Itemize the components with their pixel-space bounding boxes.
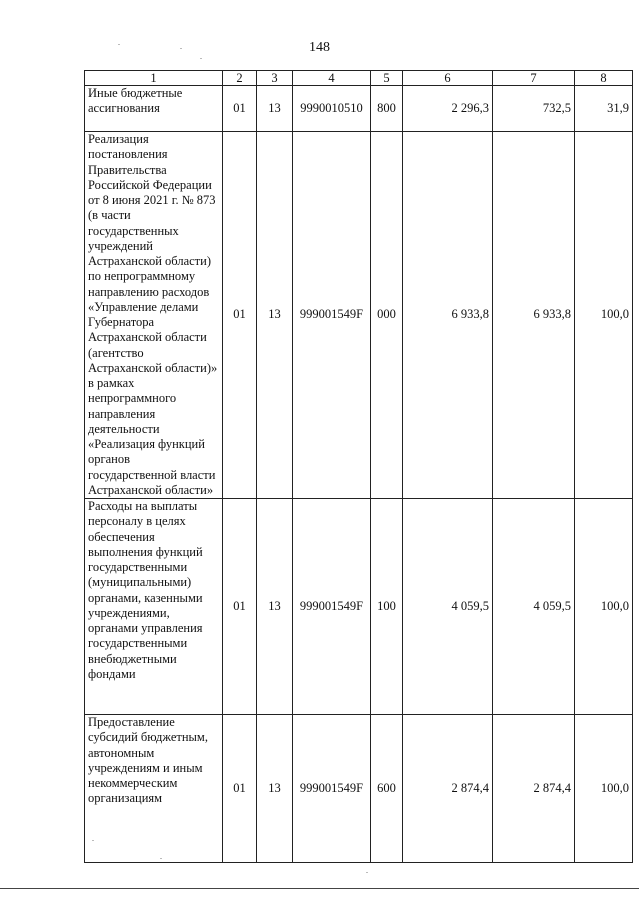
subsection-code: 13 [257,86,293,132]
scan-speck [160,858,162,859]
header-cell: 4 [293,71,371,86]
section-code: 01 [223,132,257,499]
expense-type-code: 000 [371,132,403,499]
section-code: 01 [223,715,257,863]
subsection-code: 13 [257,715,293,863]
header-cell: 1 [85,71,223,86]
header-cell: 6 [403,71,493,86]
executed-amount: 732,5 [493,86,575,132]
row-description: Иные бюджетные ассигнования [85,86,223,132]
table-row [85,499,633,715]
header-cell: 3 [257,71,293,86]
scan-speck [366,872,368,873]
executed-amount: 4 059,5 [493,499,575,715]
section-code: 01 [223,86,257,132]
target-article-code: 9990010510 [293,86,371,132]
scan-speck [200,58,202,59]
target-article-code: 999001549F [293,132,371,499]
page-bottom-divider [0,888,639,889]
scan-speck [118,44,120,45]
row-description: Предоставление субсидий бюджетным, автономным учреждениям и иным некоммерческим организациям [85,715,223,863]
header-cell: 7 [493,71,575,86]
table-header-row [85,71,633,86]
planned-amount: 2 874,4 [403,715,493,863]
planned-amount: 4 059,5 [403,499,493,715]
row-description: Реализация постановления Правительства Российской Федерации от 8 июня 2021 г. № 873 (в части государственных учреждений Астраханской области) по непрограммному направлению расходов «Управление делами Губернатора Астраханской области (агентство Астраханской области)» в рамках непрограммного направления деятельности «Реализация функций органов государственной власти Астраханской области» [85,132,223,499]
target-article-code: 999001549F [293,715,371,863]
table-row [85,715,633,863]
table-row [85,86,633,132]
scan-speck [180,48,182,49]
execution-percent: 100,0 [575,715,633,863]
executed-amount: 2 874,4 [493,715,575,863]
header-cell: 8 [575,71,633,86]
expense-type-code: 800 [371,86,403,132]
row-description: Расходы на выплаты персоналу в целях обеспечения выполнения функций государственными (муниципальными) органами, казенными учреждениями, органами управления государственными внебюджетными фондами [85,499,223,715]
planned-amount: 2 296,3 [403,86,493,132]
executed-amount: 6 933,8 [493,132,575,499]
table-row [85,132,633,499]
execution-percent: 31,9 [575,86,633,132]
scan-speck [92,840,94,841]
section-code: 01 [223,499,257,715]
header-cell: 2 [223,71,257,86]
execution-percent: 100,0 [575,499,633,715]
expense-type-code: 100 [371,499,403,715]
expense-type-code: 600 [371,715,403,863]
planned-amount: 6 933,8 [403,132,493,499]
subsection-code: 13 [257,132,293,499]
header-cell: 5 [371,71,403,86]
page-number: 148 [309,40,330,55]
execution-percent: 100,0 [575,132,633,499]
budget-table [84,70,633,863]
subsection-code: 13 [257,499,293,715]
target-article-code: 999001549F [293,499,371,715]
